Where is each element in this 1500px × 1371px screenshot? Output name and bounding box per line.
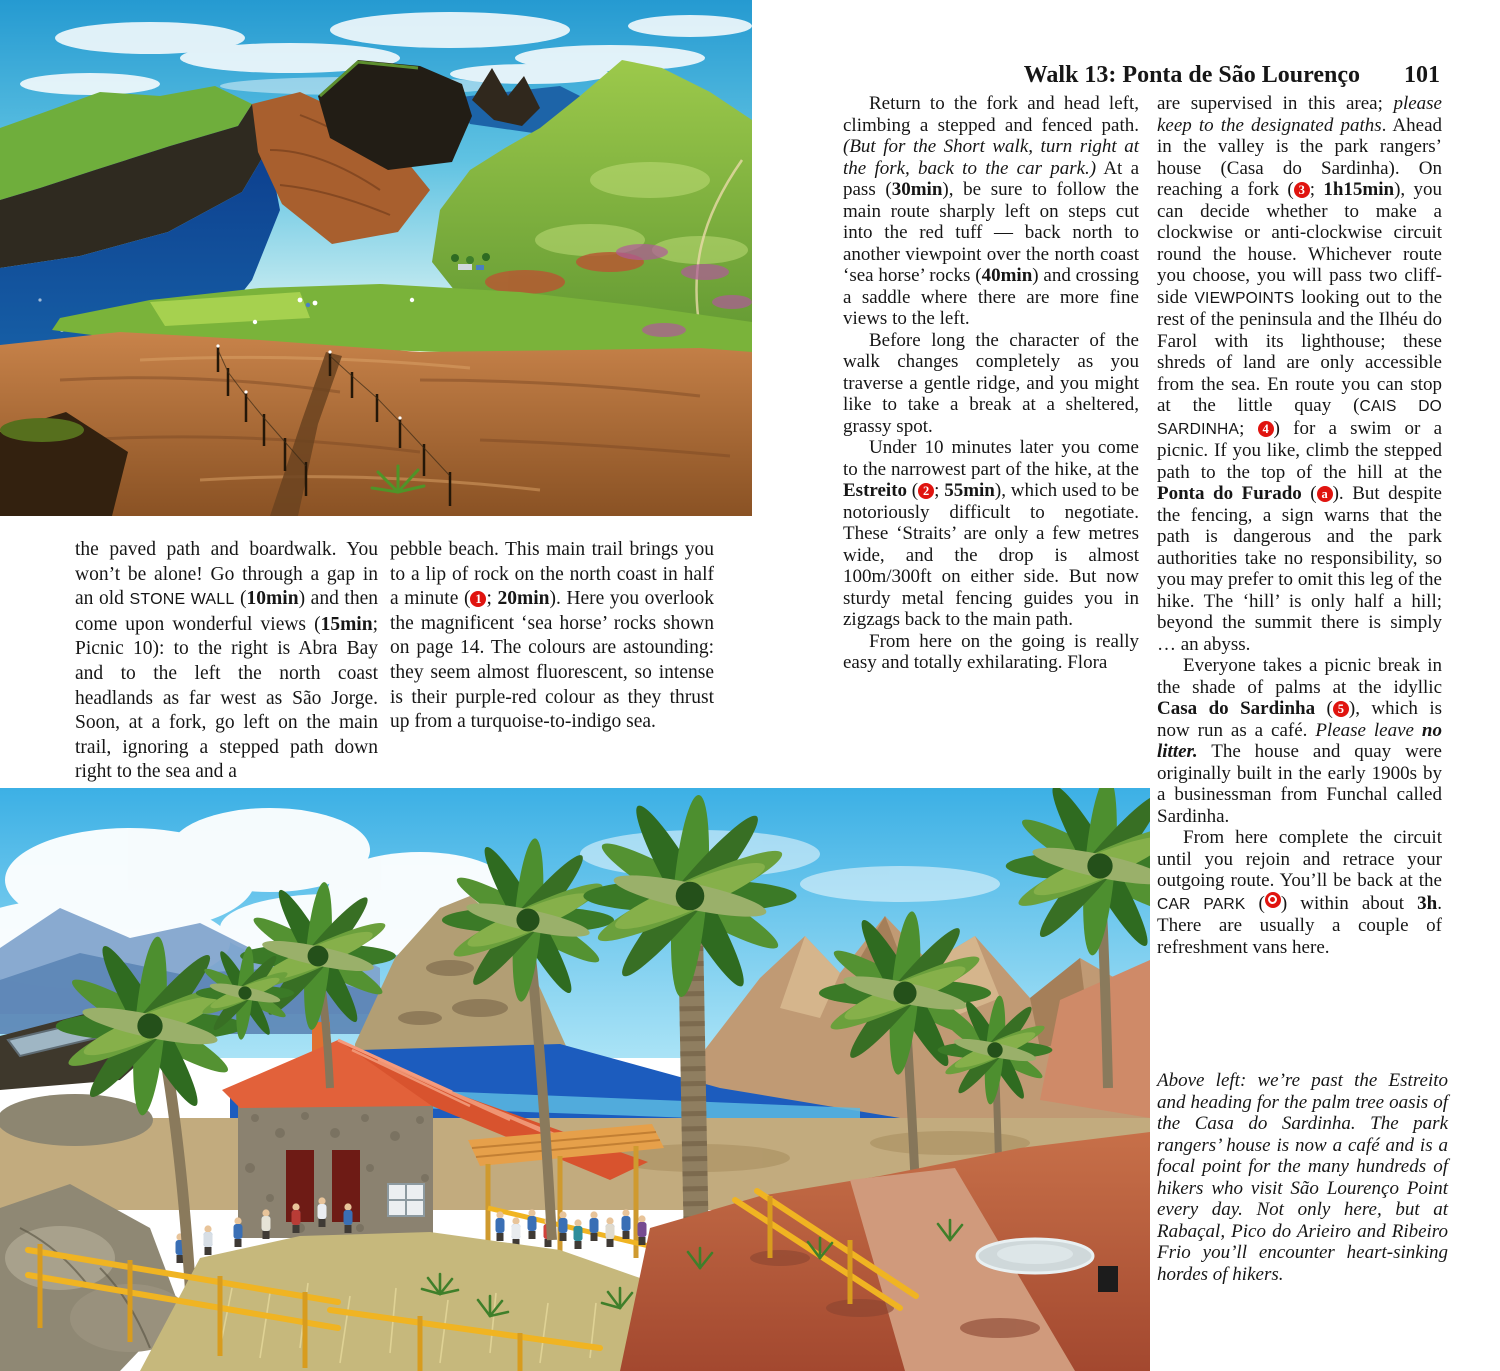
text-segment: ), which used to be notoriously difficult to negotiate. These ‘Straits’ are only a few metres wide, and the drop is almost 100m/300ft on either side. But now sturdy metal fencing guides you in zigzags back to the main path. xyxy=(843,480,1140,630)
paragraph xyxy=(1157,93,1442,655)
text-segment: ( xyxy=(1301,483,1317,504)
top-photo-art xyxy=(0,0,752,516)
walk-title: Walk 13: Ponta de São Lourenço xyxy=(1023,62,1360,88)
paragraph xyxy=(1157,827,1442,958)
text-segment: ). Here you overlook the magnificent ‘sea horse’ rocks shown on page 14. The colours are astounding: they seem almost fluorescent, so intense is their purple-red colour as they thrust up from a turquoise-to-indigo sea. xyxy=(390,588,715,733)
text-segment: Ponta do Furado xyxy=(1157,483,1302,504)
text-segment: Casa do Sardinha xyxy=(1157,698,1316,719)
paragraph xyxy=(390,538,714,735)
bottom-photo-art xyxy=(0,788,1150,1371)
text-segment: 3h xyxy=(1417,892,1438,914)
text-segment: At a pass ( xyxy=(843,157,1139,200)
paragraph xyxy=(843,93,1139,330)
text-segment: CAIS DO SARDINHA xyxy=(1157,398,1442,438)
photo-caption: Above left: we’re past the Estreito and heading for the palm tree oasis of the Casa do Sardinha. The park rangers’ house is now a café and is a focal point for the many hundreds of hikers who visit São Lourenço Point every day. Not only here, but at Rabaçal, Pico do Arieiro and Ribeiro Frio you’ll encounter heart-sinking hordes of hikers. xyxy=(1157,1070,1448,1285)
text-segment: VIEWPOINTS xyxy=(1194,289,1295,307)
text-segment: ( xyxy=(1315,698,1333,719)
right-column-1 xyxy=(843,93,1139,674)
text-segment: ), which is now run as a café. xyxy=(1157,698,1442,741)
text-segment: Estreito xyxy=(843,480,908,501)
route-marker-a: a xyxy=(1317,486,1333,502)
text-segment: ) and crossing a saddle where there are more fine views to the left. xyxy=(843,265,1139,329)
text-segment: ; Picnic 10): to the right is Abra Bay and to the left the north coast headlands as far west as São Jorge. Soon, at a fork, go left on the main trail, ignoring a stepped path down right to the sea and a xyxy=(75,613,378,783)
paragraph xyxy=(843,437,1139,631)
text-segment: 15min xyxy=(320,613,373,635)
text-segment: no litter. xyxy=(1157,719,1442,762)
text-segment: ) for a swim or a picnic. If you like, climb the stepped path to the top of the hill at the xyxy=(1157,417,1442,483)
text-segment: looking out to the rest of the peninsula and the Ilhéu do Farol with its lighthouse; these shreds of land are only accessible from the sea. En route you can stop at the little quay ( xyxy=(1157,286,1443,416)
text-segment: From here complete the circuit until you rejoin and retrace your outgoing route. You’ll be back at the xyxy=(1157,827,1442,891)
text-segment: Under 10 minutes later you come to the narrowest part of the hike, at the xyxy=(843,437,1139,480)
text-segment: STONE WALL xyxy=(129,591,235,609)
route-marker-5: 5 xyxy=(1333,701,1349,717)
text-segment: CAR PARK xyxy=(1157,895,1246,913)
route-marker-2: 2 xyxy=(918,483,934,499)
text-segment: 10min xyxy=(246,588,299,610)
text-segment: ( xyxy=(234,588,247,610)
text-segment: Everyone takes a picnic break in the shade of palms at the idyllic xyxy=(1157,655,1442,698)
text-segment: 20min xyxy=(497,588,550,610)
text-segment: (But for the Short walk, turn right at the fork, back to the car park.) xyxy=(843,136,1139,179)
text-segment: ), you can decide whether to make a clockwise or anti-clockwise circuit round the house. Whichever route you choose, you will pass two cliff-side xyxy=(1157,179,1442,308)
route-marker-3: 3 xyxy=(1294,182,1310,198)
car-park-ring xyxy=(1268,895,1277,904)
paragraph xyxy=(1157,655,1442,827)
left-column-b xyxy=(390,538,714,735)
text-segment: are supervised in this area; xyxy=(1157,93,1394,114)
text-segment: 55min xyxy=(944,480,995,501)
bottom-photo-casa-do-sardinha xyxy=(0,788,1150,1371)
text-segment: ), be sure to follow the main route sharply left on steps cut into the red tuff — back north to another viewpoint over the north coast ‘sea horse’ rocks ( xyxy=(843,179,1139,286)
text-segment: ; xyxy=(486,588,498,610)
text-segment: the paved path and boardwalk. You won’t be alone! Go through a gap in an old xyxy=(75,539,378,610)
right-column-2 xyxy=(1157,93,1442,958)
text-segment: ) within about xyxy=(1280,892,1418,914)
text-segment: . There are usually a couple of refreshment vans here. xyxy=(1157,892,1442,958)
paragraph xyxy=(843,330,1139,438)
route-marker-1: 1 xyxy=(470,591,486,607)
left-column-a xyxy=(75,538,378,785)
top-photo-coastal-panorama xyxy=(0,0,752,516)
text-segment: . Ahead in the valley is the park rangers’ house (Casa do Sardinha). On reaching a fork ( xyxy=(1157,114,1442,200)
text-segment: From here on the going is really easy and totally exhilarating. Flora xyxy=(843,630,1139,673)
route-marker-4: 4 xyxy=(1258,421,1274,437)
text-segment: ( xyxy=(1245,892,1265,914)
car-park-marker xyxy=(1265,892,1281,908)
text-segment: ; xyxy=(1239,417,1258,439)
text-segment: 30min xyxy=(891,179,943,200)
text-segment: Please leave xyxy=(1315,719,1422,741)
text-segment: ) and then come upon wonderful views ( xyxy=(75,588,378,635)
text-segment: ; xyxy=(1309,179,1324,200)
page-number: 101 xyxy=(1404,62,1440,88)
page-header xyxy=(843,62,1440,89)
paragraph xyxy=(843,631,1139,674)
text-segment: Return to the fork and head left, climbing a stepped and fenced path. xyxy=(843,93,1139,136)
text-segment: please keep to the designated paths xyxy=(1157,93,1442,136)
text-segment: ; xyxy=(934,480,945,501)
text-segment: pebble beach. This main trail brings you to a lip of rock on the north coast in half a minute ( xyxy=(390,539,714,610)
text-segment: The house and quay were originally built in the early 1900s by a businessman from Funchal called Sardinha. xyxy=(1157,741,1442,827)
paragraph xyxy=(75,538,378,785)
text-segment: ( xyxy=(907,480,919,501)
text-segment: Before long the character of the walk changes completely as you traverse a gentle ridge, and you might like to take a break at a sheltered, grassy spot. xyxy=(843,329,1139,437)
text-segment: 1h15min xyxy=(1323,179,1395,200)
text-segment: 40min xyxy=(981,265,1033,286)
text-segment: ). But despite the fencing, a sign warns that the path is dangerous and the park authorities take no responsibility, so you may prefer to omit this leg of the hike. The ‘hill’ is only half a hill; beyond the summit there is simply … an abyss. xyxy=(1157,483,1442,655)
